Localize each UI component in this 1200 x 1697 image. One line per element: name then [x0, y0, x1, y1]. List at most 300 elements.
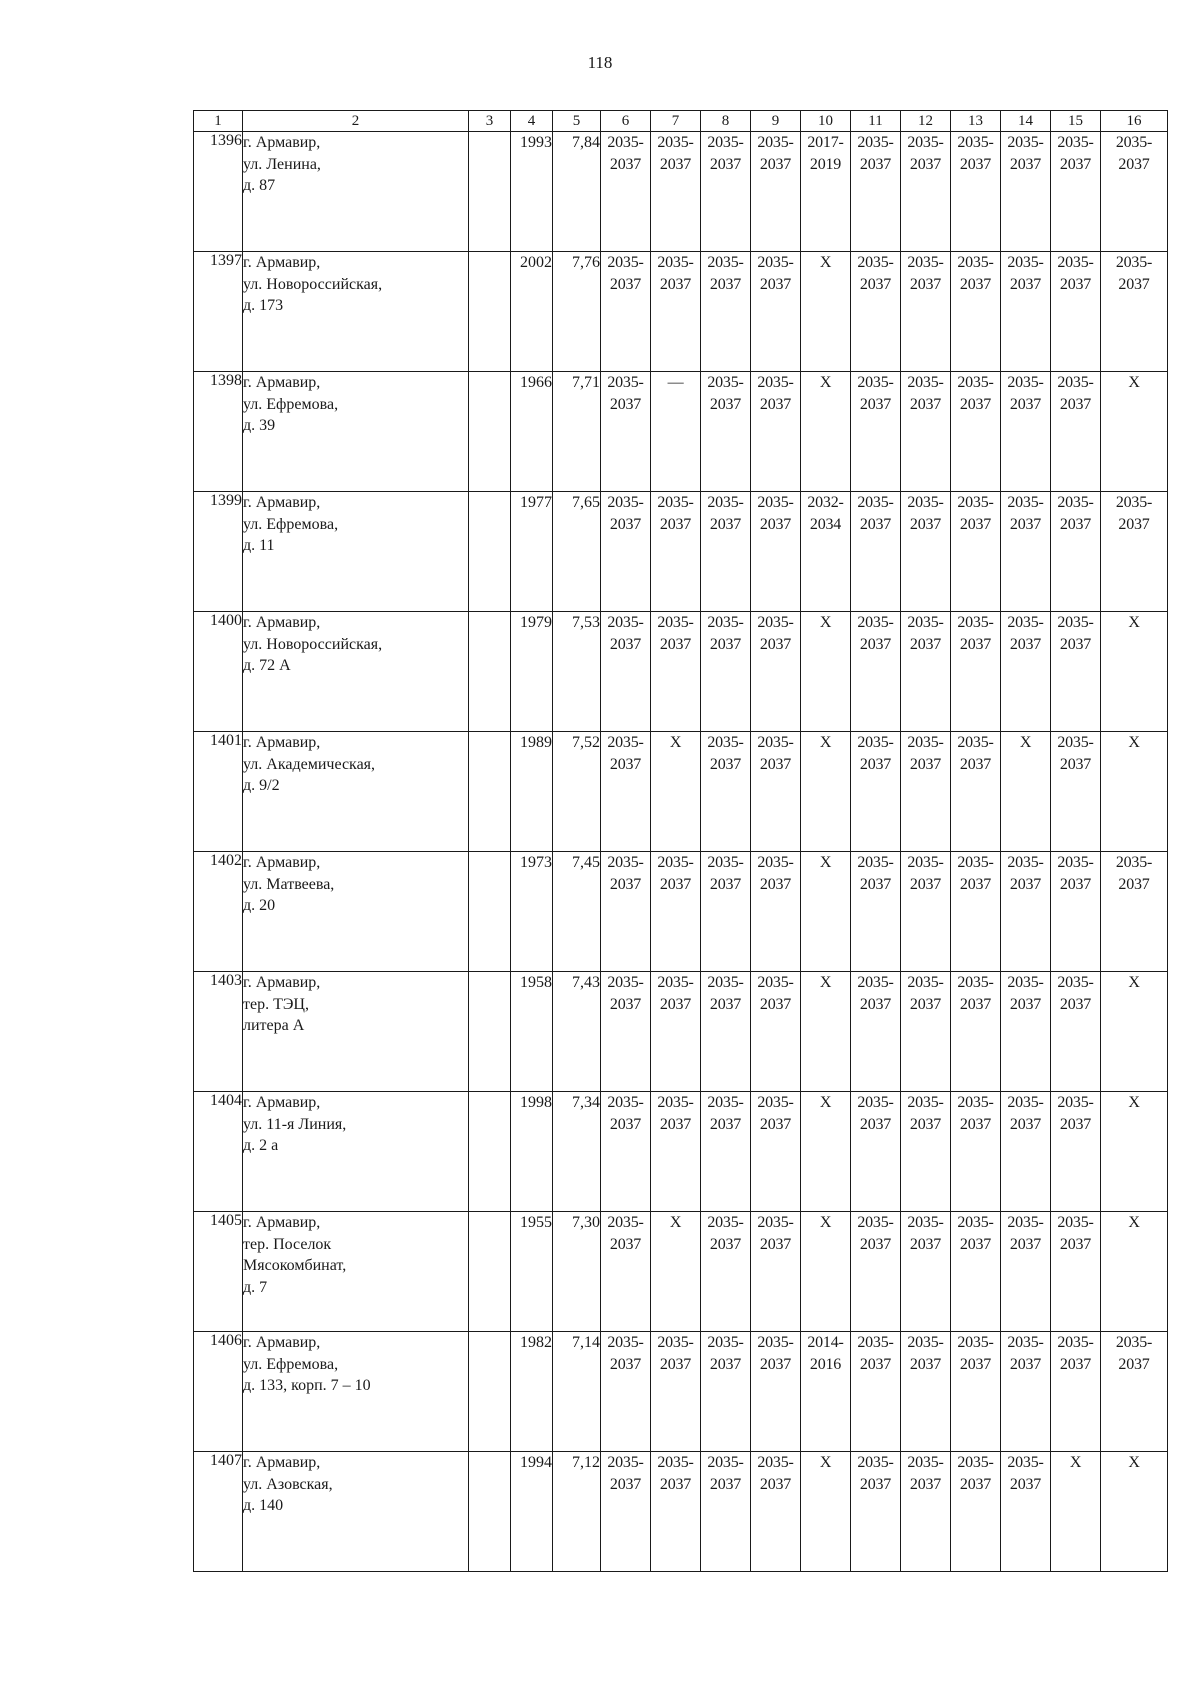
address-line: г. Армавир,: [243, 614, 321, 631]
period-cell-col-13: [951, 492, 1001, 612]
period-line: 2035-: [1057, 614, 1094, 631]
period-line: 2035-: [907, 494, 944, 511]
period-line: 2037: [909, 1355, 942, 1373]
period-line: 2037: [659, 635, 692, 653]
period-line: 2035-: [1115, 134, 1153, 151]
period-cell-col-8: [701, 1092, 751, 1212]
period-line: 2037: [659, 1115, 692, 1133]
period-cell-col-11: [851, 372, 901, 492]
period-line: 2037: [1118, 155, 1150, 173]
period-line: 2035-: [657, 614, 694, 631]
year-cell: 2002: [511, 252, 553, 372]
period-cell-col-11: [851, 492, 901, 612]
row-number-cell: 1401: [194, 732, 243, 852]
period-line: 2035-: [857, 614, 894, 631]
period-line: 2035-: [1057, 1334, 1094, 1351]
period-line: 2035-: [957, 374, 994, 391]
period-line: 2035-: [657, 974, 694, 991]
period-line: 2035-: [707, 374, 744, 391]
address-line: литера А: [243, 1017, 305, 1034]
address-cell: [243, 1452, 469, 1572]
period-cell-col-10: [801, 372, 851, 492]
period-line: 2035-: [1057, 1094, 1094, 1111]
period-line: 2037: [709, 635, 742, 653]
period-line: 2035-: [957, 1094, 994, 1111]
period-line: 2035-: [607, 1334, 644, 1351]
value-cell: 7,45: [553, 852, 601, 972]
address-line: г. Армавир,: [243, 734, 321, 751]
period-line: 2035-: [907, 374, 944, 391]
period-line: 2037: [609, 1235, 642, 1253]
period-line: 2037: [659, 515, 692, 533]
period-line: 2037: [759, 1115, 792, 1133]
column-header-1: 1: [194, 111, 243, 132]
period-cell-col-13: [951, 252, 1001, 372]
row-number-cell: 1397: [194, 252, 243, 372]
period-cell-col-9: [751, 1092, 801, 1212]
period-line: 2037: [859, 755, 892, 773]
period-cell-col-15: [1051, 132, 1101, 252]
period-line: 2035-: [707, 134, 744, 151]
period-line: 2035-: [757, 1214, 794, 1231]
period-line: 2037: [609, 1355, 642, 1373]
period-line: 2035-: [657, 1454, 694, 1471]
period-cell-col-6: [601, 1212, 651, 1332]
period-cell-col-12: [901, 852, 951, 972]
period-cell-col-7: [651, 1212, 701, 1332]
period-line: 2035-: [707, 1214, 744, 1231]
column-header-15: 15: [1051, 111, 1101, 132]
period-line: 2037: [1118, 275, 1150, 293]
column-3-cell: [469, 372, 511, 492]
value-cell: 7,53: [553, 612, 601, 732]
address-line: ул. Новороссийская,: [243, 635, 383, 653]
period-line: 2035-: [1057, 1214, 1094, 1231]
year-cell: 1994: [511, 1452, 553, 1572]
address-line: д. 133, корп. 7 – 10: [243, 1377, 371, 1394]
period-line: X: [819, 1214, 832, 1231]
period-line: X: [819, 974, 832, 991]
address-line: г. Армавир,: [243, 1454, 321, 1471]
period-cell-col-15: [1051, 372, 1101, 492]
table-row: [194, 1092, 1168, 1212]
column-3-cell: [469, 852, 511, 972]
period-line: 2035-: [607, 1214, 644, 1231]
address-cell: [243, 1092, 469, 1212]
period-line: 2037: [959, 1355, 992, 1373]
row-number-cell: 1406: [194, 1332, 243, 1452]
period-line: 2035-: [607, 974, 644, 991]
period-line: 2037: [659, 995, 692, 1013]
period-cell-col-12: [901, 492, 951, 612]
period-line: 2032-: [807, 494, 844, 511]
period-cell-col-16: [1101, 252, 1168, 372]
period-cell-col-14: [1001, 972, 1051, 1092]
period-line: 2037: [1118, 515, 1150, 533]
period-cell-col-10: [801, 1212, 851, 1332]
value-cell: 7,14: [553, 1332, 601, 1452]
address-line: г. Армавир,: [243, 854, 321, 871]
period-line: 2035-: [907, 1214, 944, 1231]
period-line: 2037: [909, 275, 942, 293]
period-line: 2035-: [757, 974, 794, 991]
address-line: д. 7: [243, 1278, 268, 1296]
period-line: 2037: [709, 395, 742, 413]
period-line: 2035-: [957, 254, 994, 271]
period-line: 2035-: [757, 854, 794, 871]
value-cell: 7,84: [553, 132, 601, 252]
value-cell: 7,52: [553, 732, 601, 852]
period-line: 2035-: [857, 374, 894, 391]
period-cell-col-7: [651, 972, 701, 1092]
row-number-cell: 1407: [194, 1452, 243, 1572]
year-cell: 1998: [511, 1092, 553, 1212]
period-cell-col-15: [1051, 1452, 1101, 1572]
period-line: 2035-: [707, 494, 744, 511]
period-line: 2037: [909, 1235, 942, 1253]
column-3-cell: [469, 1332, 511, 1452]
period-cell-col-14: [1001, 732, 1051, 852]
period-line: X: [819, 374, 832, 391]
period-cell-col-7: [651, 852, 701, 972]
period-cell-col-8: [701, 492, 751, 612]
period-line: 2035-: [1057, 854, 1094, 871]
period-line: 2037: [859, 875, 892, 893]
period-line: 2035-: [707, 1334, 744, 1351]
year-cell: 1989: [511, 732, 553, 852]
period-line: 2035-: [907, 134, 944, 151]
period-cell-col-10: [801, 1092, 851, 1212]
period-cell-col-11: [851, 1332, 901, 1452]
period-cell-col-12: [901, 1452, 951, 1572]
period-line: 2037: [1059, 155, 1092, 173]
column-header-11: 11: [851, 111, 901, 132]
period-cell-col-11: [851, 1212, 901, 1332]
period-line: 2037: [659, 875, 692, 893]
column-header-13: 13: [951, 111, 1001, 132]
period-cell-col-10: [801, 492, 851, 612]
period-line: 2037: [1009, 155, 1042, 173]
period-cell-col-12: [901, 732, 951, 852]
column-3-cell: [469, 1212, 511, 1332]
period-line: 2037: [909, 395, 942, 413]
period-line: 2037: [909, 515, 942, 533]
column-header-5: 5: [553, 111, 601, 132]
period-cell-col-15: [1051, 732, 1101, 852]
address-line: д. 87: [243, 177, 276, 194]
period-line: 2037: [859, 275, 892, 293]
period-line: 2037: [1059, 1235, 1092, 1253]
period-line: 2037: [859, 515, 892, 533]
period-cell-col-12: [901, 132, 951, 252]
period-line: 2035-: [957, 854, 994, 871]
period-cell-col-16: [1101, 612, 1168, 732]
period-line: X: [1128, 734, 1140, 751]
period-cell-col-13: [951, 852, 1001, 972]
period-line: 2035-: [957, 734, 994, 751]
row-number-cell: 1405: [194, 1212, 243, 1332]
address-line: д. 2 а: [243, 1137, 279, 1154]
year-cell: 1977: [511, 492, 553, 612]
column-header-9: 9: [751, 111, 801, 132]
period-cell-col-8: [701, 1212, 751, 1332]
period-cell-col-13: [951, 1092, 1001, 1212]
column-header-2: 2: [243, 111, 469, 132]
period-cell-col-13: [951, 732, 1001, 852]
column-3-cell: [469, 1452, 511, 1572]
period-line: 2037: [959, 995, 992, 1013]
column-3-cell: [469, 972, 511, 1092]
period-cell-col-6: [601, 972, 651, 1092]
period-line: 2035-: [657, 494, 694, 511]
address-line: г. Армавир,: [243, 134, 321, 151]
year-cell: 1993: [511, 132, 553, 252]
period-line: 2035-: [607, 854, 644, 871]
year-cell: 1982: [511, 1332, 553, 1452]
period-cell-col-14: [1001, 372, 1051, 492]
period-cell-col-15: [1051, 492, 1101, 612]
address-line: ул. 11-я Линия,: [243, 1115, 347, 1133]
column-header-10: 10: [801, 111, 851, 132]
period-line: 2035-: [707, 974, 744, 991]
address-cell: [243, 492, 469, 612]
period-cell-col-13: [951, 372, 1001, 492]
period-line: 2035-: [957, 1334, 994, 1351]
period-cell-col-6: [601, 732, 651, 852]
period-line: 2037: [909, 635, 942, 653]
period-line: X: [819, 734, 832, 751]
period-cell-col-10: [801, 972, 851, 1092]
period-line: 2037: [909, 995, 942, 1013]
period-cell-col-7: [651, 612, 701, 732]
period-line: 2037: [709, 1115, 742, 1133]
period-line: 2037: [1009, 875, 1042, 893]
address-cell: [243, 972, 469, 1092]
column-header-4: 4: [511, 111, 553, 132]
period-line: 2035-: [1007, 974, 1044, 991]
period-line: 2035-: [757, 1334, 794, 1351]
period-cell-col-12: [901, 612, 951, 732]
period-line: 2037: [1009, 1115, 1042, 1133]
period-cell-col-8: [701, 612, 751, 732]
period-cell-col-9: [751, 612, 801, 732]
period-cell-col-14: [1001, 1332, 1051, 1452]
period-line: 2037: [859, 395, 892, 413]
period-line: 2037: [959, 275, 992, 293]
column-3-cell: [469, 252, 511, 372]
table-row: [194, 1332, 1168, 1452]
value-cell: 7,30: [553, 1212, 601, 1332]
address-cell: [243, 1212, 469, 1332]
address-cell: [243, 612, 469, 732]
period-cell-col-13: [951, 972, 1001, 1092]
period-line: 2035-: [857, 1454, 894, 1471]
period-line: 2037: [1009, 1475, 1042, 1493]
period-line: X: [819, 1094, 832, 1111]
schedule-table: [193, 110, 1168, 1572]
period-line: 2037: [709, 155, 742, 173]
period-cell-col-15: [1051, 612, 1101, 732]
period-line: 2037: [609, 515, 642, 533]
column-header-12: 12: [901, 111, 951, 132]
address-cell: [243, 252, 469, 372]
period-line: 2035-: [607, 374, 644, 391]
period-line: 2035-: [1057, 494, 1094, 511]
address-line: д. 39: [243, 417, 276, 434]
period-cell-col-7: [651, 732, 701, 852]
period-line: 2035-: [907, 1334, 944, 1351]
table-row: [194, 252, 1168, 372]
table-row: [194, 1212, 1168, 1332]
period-line: 2035-: [957, 134, 994, 151]
period-cell-col-12: [901, 972, 951, 1092]
period-cell-col-6: [601, 1452, 651, 1572]
period-cell-col-8: [701, 372, 751, 492]
period-line: 2035-: [757, 374, 794, 391]
row-number-cell: 1400: [194, 612, 243, 732]
period-line: 2035-: [1007, 854, 1044, 871]
period-cell-col-15: [1051, 972, 1101, 1092]
period-cell-col-13: [951, 1452, 1001, 1572]
period-line: 2035-: [757, 1094, 794, 1111]
value-cell: 7,34: [553, 1092, 601, 1212]
period-line: 2035-: [707, 614, 744, 631]
address-line: тер. ТЭЦ,: [243, 995, 309, 1013]
period-cell-col-8: [701, 852, 751, 972]
period-line: X: [819, 254, 832, 271]
period-line: 2035-: [857, 134, 894, 151]
period-line: 2035-: [907, 614, 944, 631]
period-line: 2037: [859, 635, 892, 653]
period-cell-col-11: [851, 972, 901, 1092]
period-line: X: [1128, 374, 1140, 391]
value-cell: 7,43: [553, 972, 601, 1092]
period-cell-col-8: [701, 132, 751, 252]
period-line: 2035-: [907, 734, 944, 751]
column-3-cell: [469, 612, 511, 732]
period-line: X: [669, 1214, 682, 1231]
period-line: 2037: [709, 515, 742, 533]
period-line: 2035-: [607, 614, 644, 631]
period-line: 2035-: [1057, 254, 1094, 271]
period-line: X: [819, 614, 832, 631]
period-line: 2037: [709, 1355, 742, 1373]
table-row: [194, 1452, 1168, 1572]
value-cell: 7,76: [553, 252, 601, 372]
period-line: 2035-: [757, 254, 794, 271]
period-line: 2035-: [907, 854, 944, 871]
period-line: 2035-: [857, 494, 894, 511]
period-line: 2035-: [607, 1094, 644, 1111]
row-number-cell: 1398: [194, 372, 243, 492]
period-line: 2037: [859, 155, 892, 173]
period-cell-col-10: [801, 132, 851, 252]
address-line: ул. Ефремова,: [243, 1355, 339, 1373]
period-line: 2037: [1009, 515, 1042, 533]
period-line: 2035-: [1115, 1334, 1153, 1351]
period-line: 2035-: [657, 854, 694, 871]
period-cell-col-10: [801, 852, 851, 972]
period-line: 2035-: [1115, 854, 1153, 871]
period-cell-col-8: [701, 252, 751, 372]
period-line: 2035-: [857, 1334, 894, 1351]
period-line: X: [1128, 614, 1140, 631]
address-line: ул. Ленина,: [243, 155, 321, 173]
period-line: 2037: [609, 395, 642, 413]
period-cell-col-7: [651, 1092, 701, 1212]
period-cell-col-11: [851, 732, 901, 852]
period-cell-col-11: [851, 132, 901, 252]
period-line: 2035-: [1057, 134, 1094, 151]
period-line: 2035-: [757, 734, 794, 751]
period-line: 2037: [959, 1235, 992, 1253]
value-cell: 7,12: [553, 1452, 601, 1572]
period-line: 2035-: [657, 1334, 694, 1351]
period-line: 2037: [759, 875, 792, 893]
period-line: 2035-: [1007, 374, 1044, 391]
period-line: 2037: [1118, 1355, 1150, 1373]
period-line: 2037: [959, 515, 992, 533]
column-header-3: 3: [469, 111, 511, 132]
address-line: ул. Академическая,: [243, 755, 376, 773]
period-line: 2035-: [1007, 1094, 1044, 1111]
address-line: ул. Азовская,: [243, 1475, 333, 1493]
period-line: 2035-: [857, 254, 894, 271]
period-line: 2035-: [1007, 134, 1044, 151]
period-line: 2035-: [907, 254, 944, 271]
address-line: д. 173: [243, 297, 284, 314]
year-cell: 1955: [511, 1212, 553, 1332]
period-cell-col-14: [1001, 612, 1051, 732]
period-line: X: [1128, 1214, 1140, 1231]
period-cell-col-6: [601, 492, 651, 612]
period-line: 2035-: [1007, 1334, 1044, 1351]
period-line: 2037: [859, 995, 892, 1013]
period-line: 2037: [759, 1355, 792, 1373]
period-line: X: [1128, 1454, 1140, 1471]
period-line: 2035-: [857, 854, 894, 871]
address-line: тер. Поселок: [243, 1235, 332, 1253]
period-cell-col-10: [801, 612, 851, 732]
period-cell-col-12: [901, 1092, 951, 1212]
address-line: д. 20: [243, 897, 276, 914]
period-line: 2035-: [1007, 614, 1044, 631]
row-number-cell: 1404: [194, 1092, 243, 1212]
period-cell-col-13: [951, 612, 1001, 732]
period-cell-col-8: [701, 732, 751, 852]
period-cell-col-10: [801, 1452, 851, 1572]
period-cell-col-7: [651, 492, 701, 612]
period-cell-col-9: [751, 132, 801, 252]
table-row: [194, 372, 1168, 492]
period-line: 2037: [1059, 1115, 1092, 1133]
period-line: 2037: [759, 635, 792, 653]
period-line: 2035-: [857, 1214, 894, 1231]
period-line: 2037: [909, 1115, 942, 1133]
period-cell-col-16: [1101, 1092, 1168, 1212]
period-cell-col-16: [1101, 1212, 1168, 1332]
row-number-cell: 1402: [194, 852, 243, 972]
period-line: 2037: [659, 1475, 692, 1493]
period-line: 2037: [1059, 635, 1092, 653]
address-cell: [243, 852, 469, 972]
period-cell-col-14: [1001, 492, 1051, 612]
period-cell-col-6: [601, 252, 651, 372]
period-line: 2037: [909, 875, 942, 893]
address-line: г. Армавир,: [243, 374, 321, 391]
page-number: 118: [587, 53, 613, 72]
period-line: 2037: [1009, 995, 1042, 1013]
